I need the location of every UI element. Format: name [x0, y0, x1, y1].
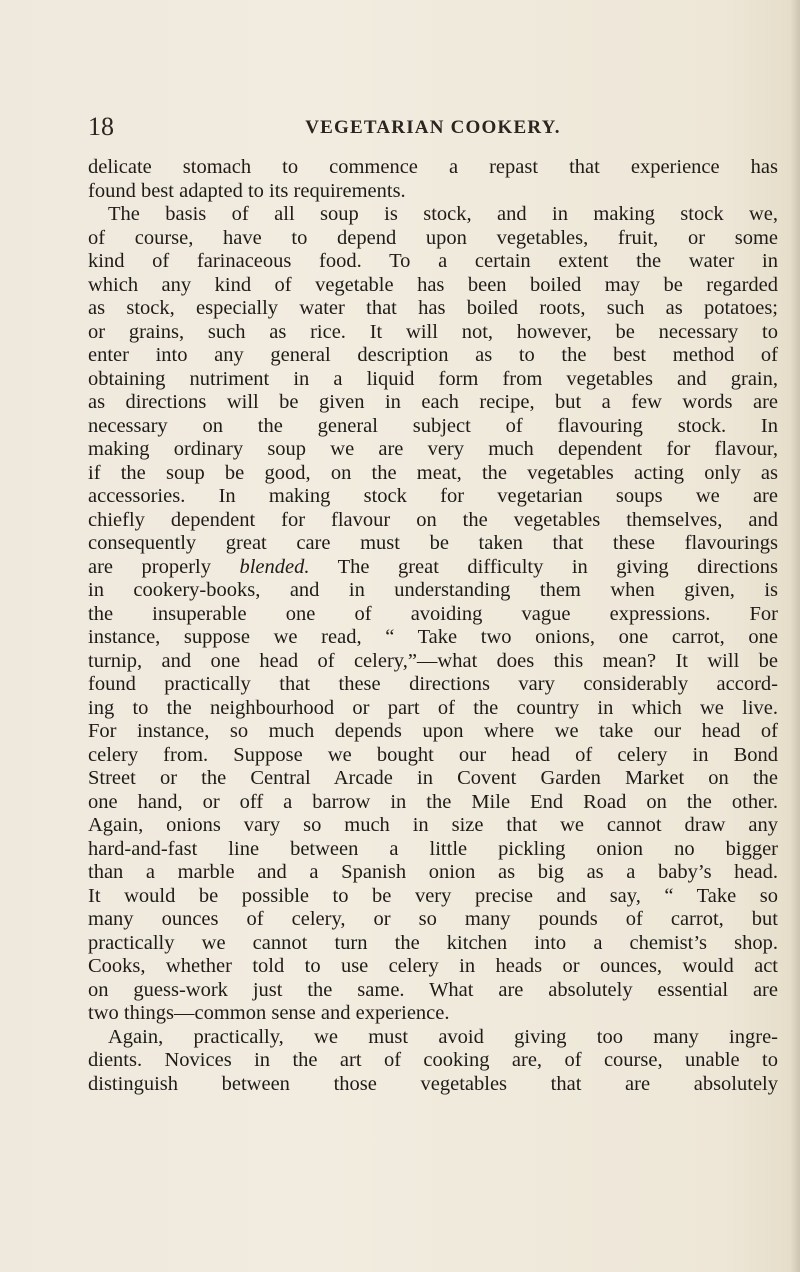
text-line: of course, have to depend upon vegetables, fruit, or some [88, 226, 778, 249]
text-line: Street or the Central Arcade in Covent Garden Market on the [88, 767, 778, 789]
text-segment: are properly [88, 555, 240, 578]
text-line: which any kind of vegetable has been boiled may be regarded [88, 273, 778, 296]
text-segment: The great difficulty in giving directions [309, 555, 778, 578]
body-text [88, 156, 778, 1096]
text-line: distinguish between those vegetables that are absolutely [88, 1072, 778, 1095]
text-line: hard-and-fast line between a little pickling onion no bigger [88, 837, 778, 860]
text-line: making ordinary soup we are very much dependent for flavour, [88, 438, 778, 460]
text-line: celery from. Suppose we bought our head of celery in Bond [88, 743, 778, 766]
text-line: one hand, or off a barrow in the Mile End Road on the other. [88, 790, 778, 813]
text-line: practically we cannot turn the kitchen into a chemist’s shop. [88, 931, 778, 954]
text-line: The basis of all soup is stock, and in making stock we, [108, 203, 778, 225]
text-line: if the soup be good, on the meat, the vegetables acting only as [88, 461, 778, 484]
italic-word: blended. [239, 555, 310, 578]
page-edge-shadow [790, 0, 800, 1272]
page-number: 18 [88, 112, 114, 141]
text-line: Again, practically, we must avoid giving too many ingre- [108, 1025, 778, 1048]
text-line: two things—common sense and experience. [88, 1002, 450, 1024]
text-line: as stock, especially water that has boiled roots, such as potatoes; [88, 297, 778, 319]
text-line: found practically that these directions vary considerably accord- [88, 673, 778, 695]
text-line: Cooks, whether told to use celery in heads or ounces, would act [88, 955, 778, 977]
text-line: on guess-work just the same. What are absolutely essential are [88, 978, 778, 1001]
text-line: instance, suppose we read, “ Take two onions, one carrot, one [88, 626, 778, 648]
text-line: many ounces of celery, or so many pounds of carrot, but [88, 908, 778, 930]
text-line: consequently great care must be taken that these flavourings [88, 532, 778, 554]
text-line-with-italic [88, 556, 778, 580]
text-line: ing to the neighbourhood or part of the country in which we live. [88, 696, 778, 719]
text-line: It would be possible to be very precise and say, “ Take so [88, 884, 778, 907]
running-head: VEGETARIAN COOKERY. [305, 117, 561, 138]
text-line: delicate stomach to commence a repast that experience has [88, 156, 778, 178]
text-line: the insuperable one of avoiding vague expressions. For [88, 602, 778, 625]
text-line: Again, onions vary so much in size that we cannot draw any [88, 814, 778, 836]
text-line: or grains, such as rice. It will not, however, be necessary to [88, 320, 778, 343]
text-line: in cookery-books, and in understanding them when given, is [88, 579, 778, 601]
text-line: than a marble and a Spanish onion as big as a baby’s head. [88, 861, 778, 883]
text-line: found best adapted to its requirements. [88, 179, 406, 202]
text-line: kind of farinaceous food. To a certain extent the water in [88, 250, 778, 272]
text-line: dients. Novices in the art of cooking are, of course, unable to [88, 1049, 778, 1071]
text-line: chiefly dependent for flavour on the vegetables themselves, and [88, 508, 778, 531]
text-line: obtaining nutriment in a liquid form from vegetables and grain, [88, 367, 778, 390]
text-line: turnip, and one head of celery,”—what does this mean? It will be [88, 649, 778, 672]
text-line: enter into any general description as to the best method of [88, 344, 778, 366]
text-line: For instance, so much depends upon where we take our head of [88, 720, 778, 742]
text-line: as directions will be given in each recipe, but a few words are [88, 391, 778, 413]
text-line: necessary on the general subject of flavouring stock. In [88, 414, 778, 437]
text-line: accessories. In making stock for vegetarian soups we are [88, 485, 778, 507]
page-header [88, 112, 778, 142]
